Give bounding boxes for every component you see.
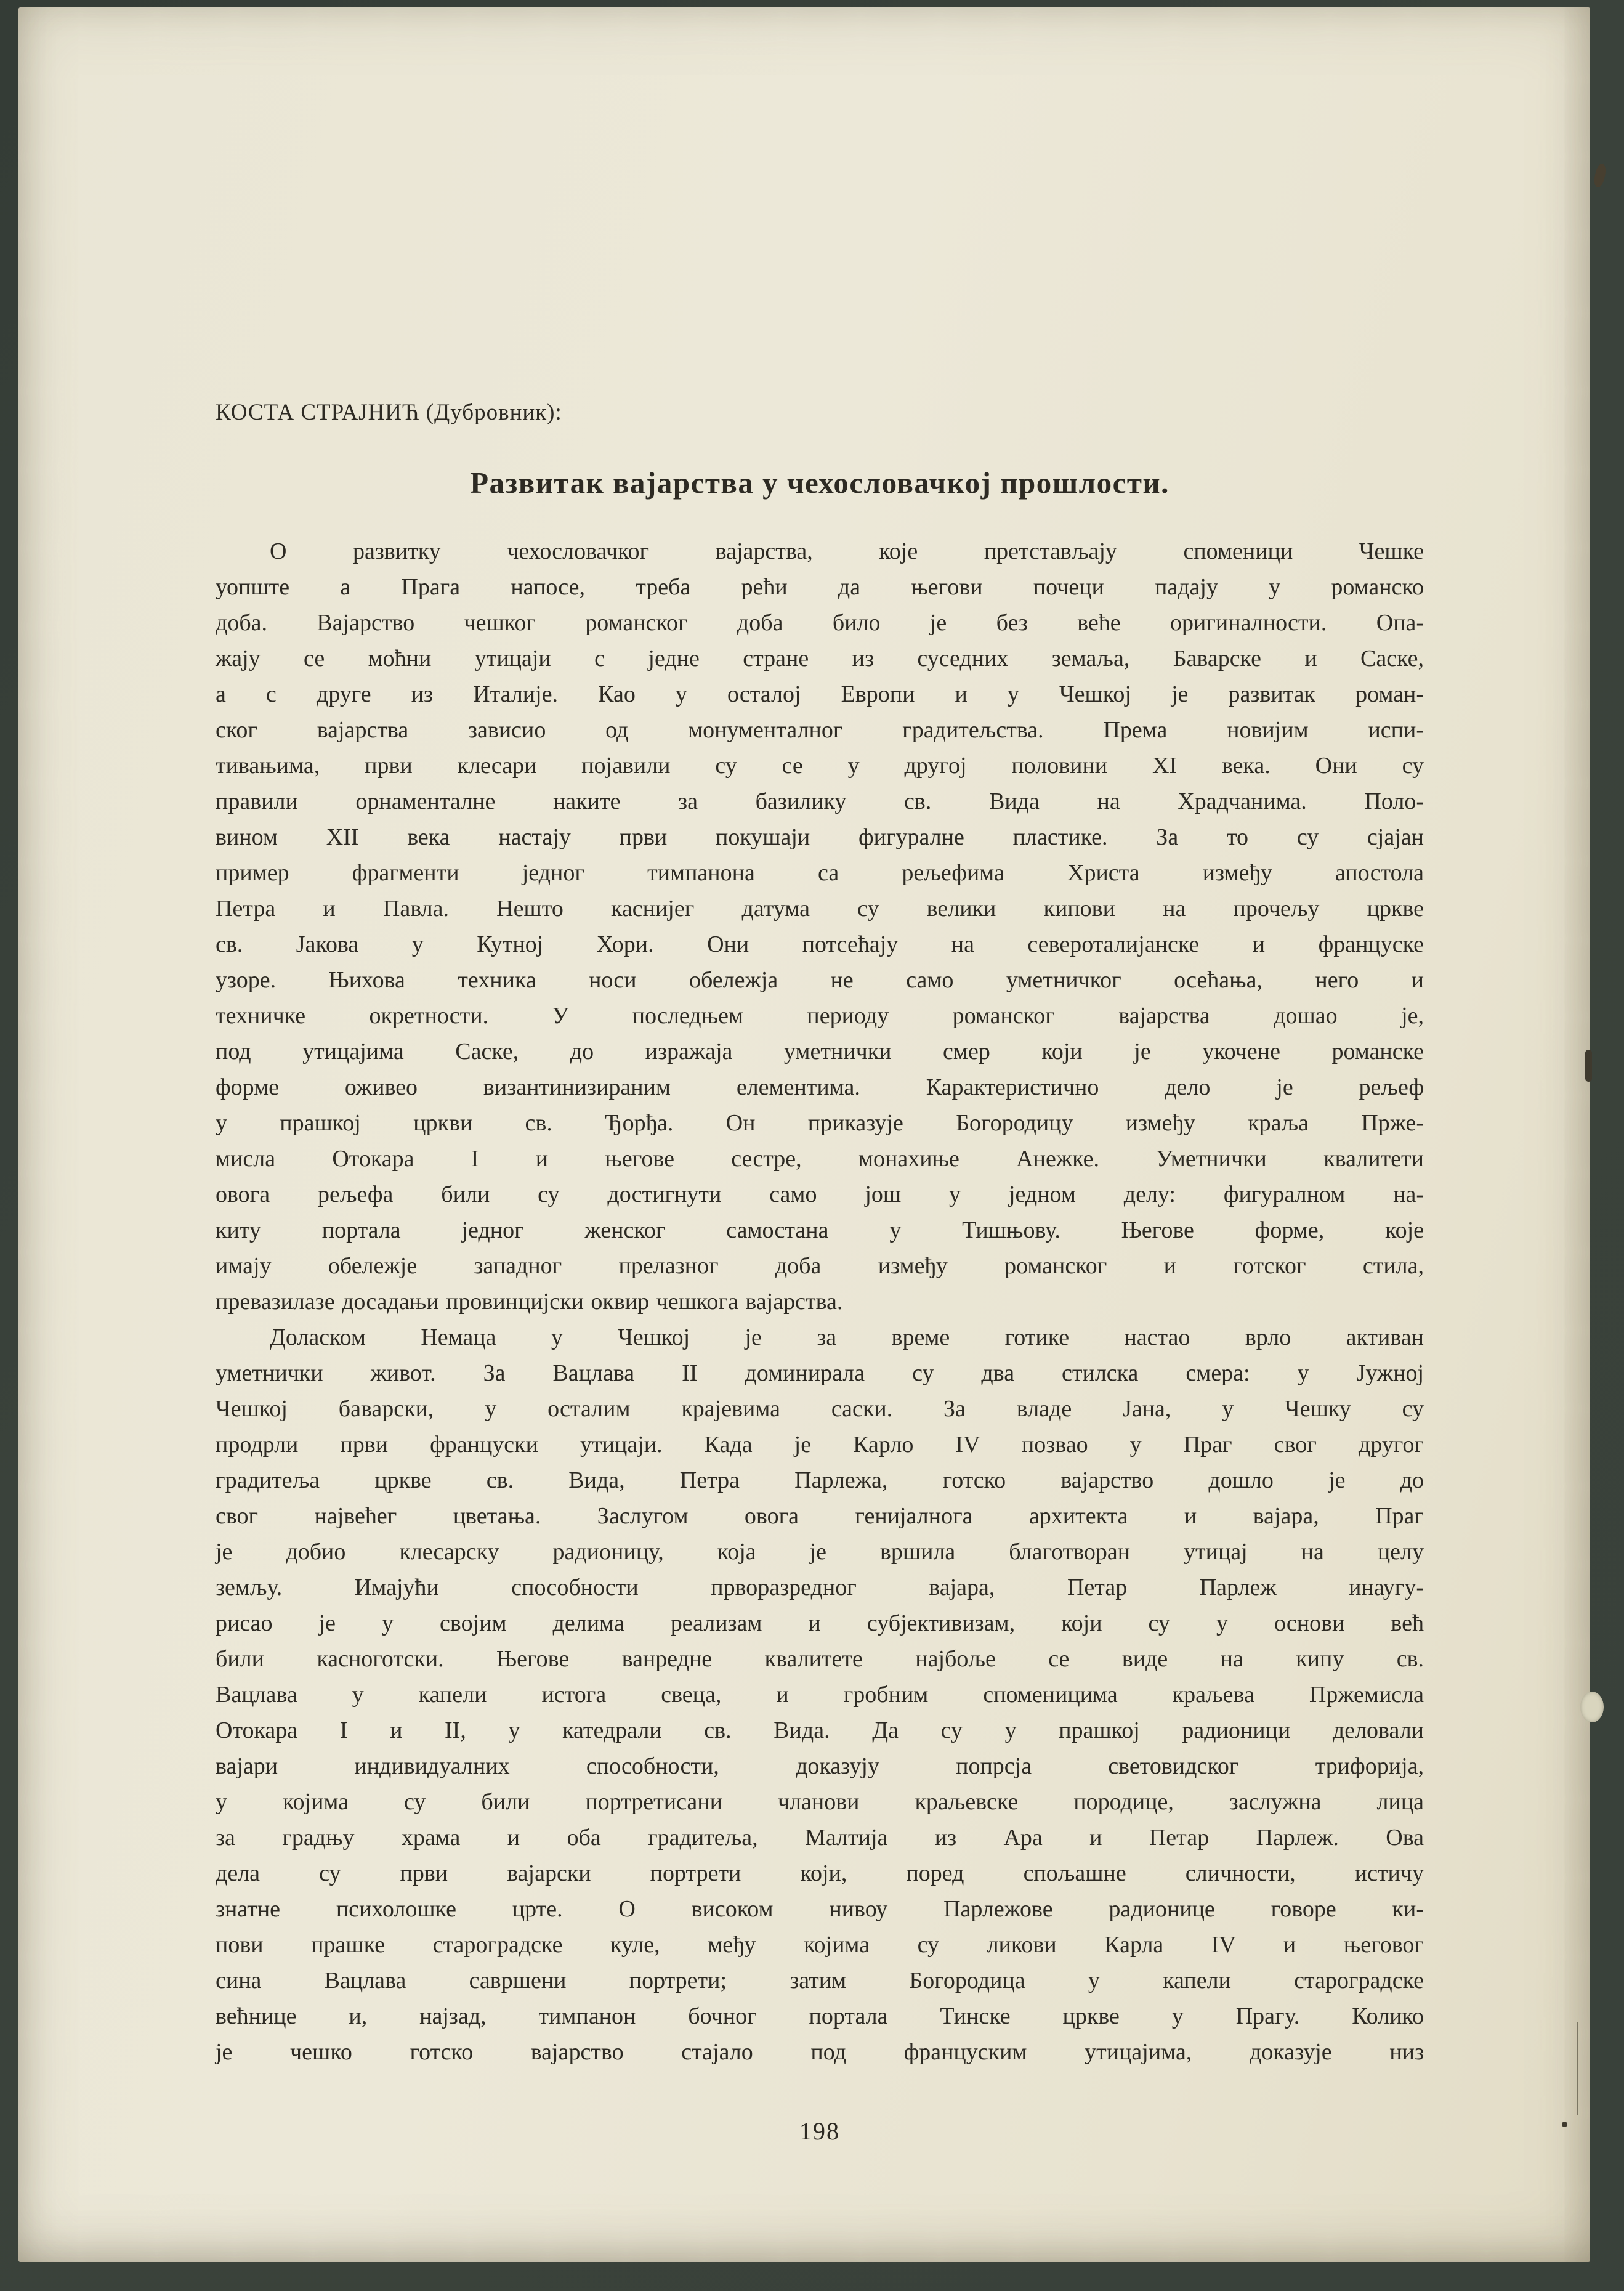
text-line: техничке окретности. У последњем периоду романског вајарства дошао је, — [216, 1003, 1424, 1029]
text-line: у прашкој цркви св. Ђорђа. Он приказује Богородицу између краља Прже- — [216, 1110, 1424, 1136]
text-line: градитеља цркве св. Вида, Петра Парлежа, готско вајарство дошло је до — [216, 1467, 1424, 1493]
text-line: је добио клесарску радионицу, која је вршила благотворан утицај на целу — [216, 1539, 1424, 1565]
scan-artifact-sticker — [1580, 1692, 1604, 1722]
text-line: били касноготски. Његове ванредне квалитете најбоље се виде на кипу св. — [216, 1646, 1424, 1672]
scan-artifact-dot — [1562, 2122, 1567, 2127]
text-line: вајари индивидуалних способности, доказују попрсја световидског трифорија, — [216, 1753, 1424, 1779]
text-line: превазилазе досадањи провинцијски оквир чешкога вајарства. — [216, 1289, 843, 1315]
text-line: овога рељефа били су достигнути само још у једном делу: фигуралном на- — [216, 1182, 1424, 1207]
text-line: вином XII века настају први покушаји фигуралне пластике. За то су сјајан — [216, 824, 1424, 850]
text-line: знатне психолошке црте. О високом нивоу Парлежове радионице говоре ки- — [216, 1896, 1424, 1922]
text-line: ског вајарства зависио од монументалног градитељства. Према новијим испи- — [216, 717, 1424, 743]
text-line: уметнички живот. За Вацлава II доминирала су два стилска смера: у Јужној — [216, 1360, 1424, 1386]
text-line: под утицајима Саске, до изражаја уметнички смер који је укочене романске — [216, 1039, 1424, 1064]
text-line: за градњу храма и оба градитеља, Малтија из Ара и Петар Парлеж. Ова — [216, 1825, 1424, 1851]
author-line: КОСТА СТРАЈНИЋ (Дубровник): — [216, 400, 562, 425]
text-line: у којима су били портретисани чланови краљевске породице, заслужна лица — [216, 1789, 1424, 1815]
article-title: Развитак вајарства у чехословачкој прошлости. — [470, 466, 1170, 500]
text-line: пример фрагменти једног тимпанона са рељефима Христа између апостола — [216, 860, 1424, 886]
text-line: рисао је у својим делима реализам и субјективизам, који су у основи већ — [216, 1610, 1424, 1636]
text-line: жају се моћни утицаји с једне стране из суседних земаља, Баварске и Саске, — [216, 646, 1424, 671]
text-line: дела су први вајарски портрети који, поред спољашне сличности, истичу — [216, 1860, 1424, 1886]
text-line: сина Вацлава савршени портрети; затим Богородица у капели староградске — [216, 1968, 1424, 1993]
scan-artifact-crease — [1577, 2022, 1578, 2115]
body-text — [216, 533, 1424, 2070]
text-line: узоре. Њихова техника носи обележја не само уметничког осећања, него и — [216, 967, 1424, 993]
paragraph — [216, 533, 1424, 1320]
text-line: имају обележје западног прелазног доба између романског и готског стила, — [216, 1253, 1424, 1279]
text-line: мисла Отокара I и његове сестре, монахиње Анежке. Уметнички квалитети — [216, 1146, 1424, 1172]
text-line: земљу. Имајући способности прворазредног вајара, Петар Парлеж инаугу- — [216, 1575, 1424, 1600]
text-line: Петра и Павла. Нешто каснијег датума су велики кипови на прочељу цркве — [216, 896, 1424, 922]
text-line: пови прашке староградске куле, међу којима су ликови Карла IV и његовог — [216, 1932, 1424, 1958]
text-line: форме оживео византинизираним елементима. Карактеристично дело је рељеф — [216, 1074, 1424, 1100]
article — [216, 399, 1424, 2146]
text-line: св. Јакова у Кутној Хори. Они потсећају на североталијанске и француске — [216, 931, 1424, 957]
text-line: О развитку чехословачког вајарства, које претстављају споменици Чешке — [270, 538, 1424, 564]
scan-artifact-mark — [1585, 1050, 1592, 1082]
text-line: Доласком Немаца у Чешкој је за време готике настао врло активан — [270, 1324, 1424, 1350]
text-line: свог највећег цветања. Заслугом овога генијалнога архитекта и вајара, Праг — [216, 1503, 1424, 1529]
text-line: киту портала једног женског самостана у Тишњову. Његове форме, које — [216, 1217, 1424, 1243]
text-line: доба. Вајарство чешког романског доба било је без веће оригиналности. Опа- — [216, 610, 1424, 636]
text-line: Чешкој баварски, у осталим крајевима саски. За владе Јана, у Чешку су — [216, 1396, 1424, 1422]
page-number: 198 — [799, 2117, 840, 2145]
text-line: правили орнаменталне наките за базилику св. Вида на Храдчанима. Поло- — [216, 789, 1424, 814]
text-line: Отокара I и II, у катедрали св. Вида. Да су у прашкој радионици деловали — [216, 1717, 1424, 1743]
text-line: Вацлава у капели истога свеца, и гробним споменицима краљева Пржемисла — [216, 1682, 1424, 1708]
text-line: је чешко готско вајарство стајало под француским утицајима, доказује низ — [216, 2039, 1424, 2065]
document-page — [18, 7, 1590, 2262]
text-line: већнице и, најзад, тимпанон бочног портала Тинске цркве у Прагу. Колико — [216, 2003, 1424, 2029]
text-line: уопште а Прага напосе, треба рећи да његови почеци падају у романско — [216, 574, 1424, 600]
text-line: продрли први француски утицаји. Када је Карло IV позвао у Праг свог другог — [216, 1432, 1424, 1458]
text-line: а с друге из Италије. Као у осталој Европи и у Чешкој је развитак роман- — [216, 681, 1424, 707]
text-line: тивањима, први клесари појавили су се у другој половини XI века. Они су — [216, 753, 1424, 779]
paragraph — [216, 1320, 1424, 2070]
